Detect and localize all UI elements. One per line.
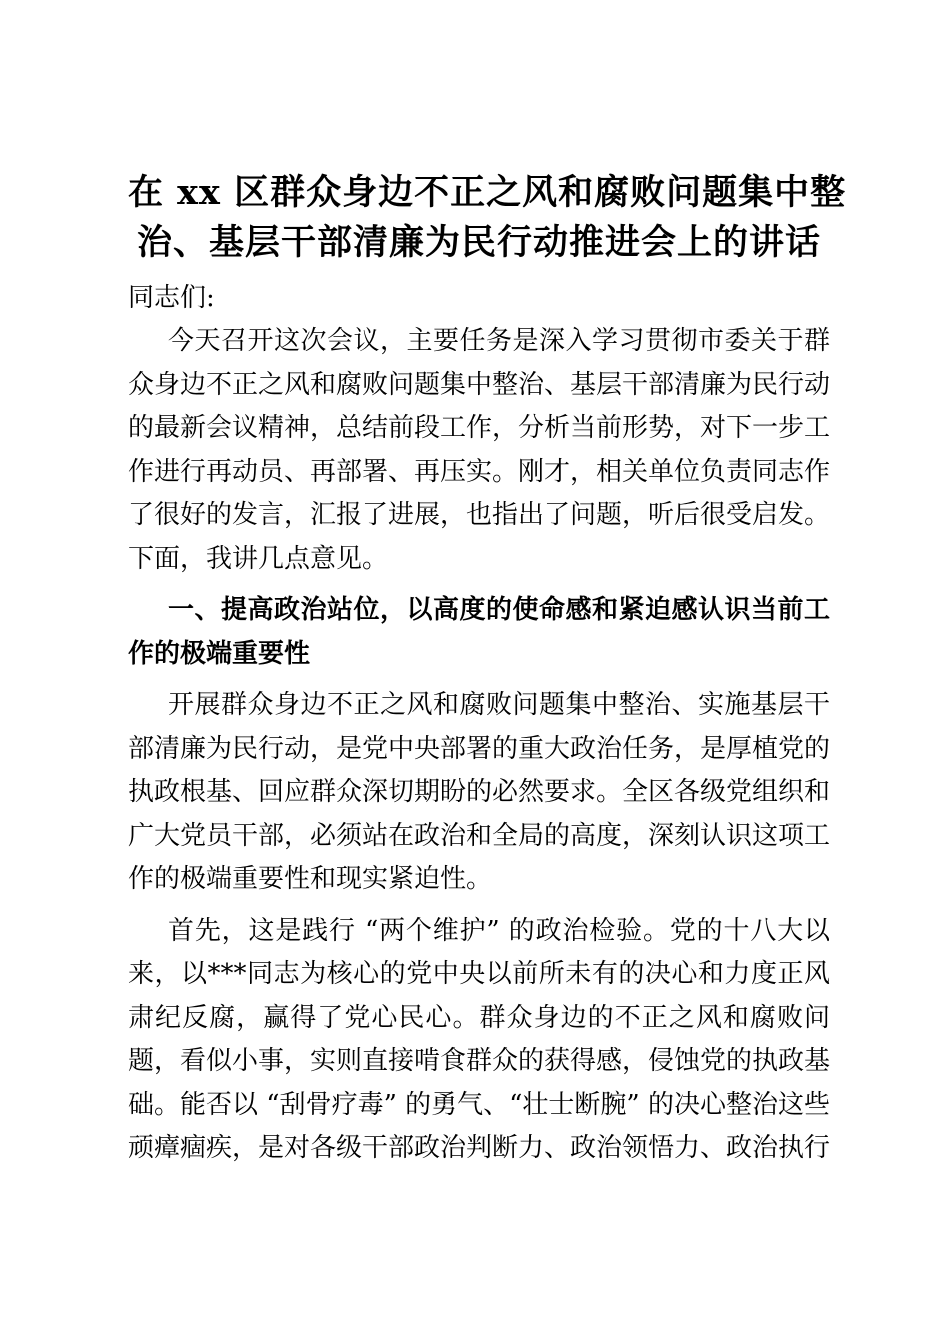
document-title: [128, 168, 847, 268]
document-page: [128, 168, 847, 1179]
paragraph-significance: 开展群众身边不正之风和腐败问题集中整治、实施基层干部清廉为民行动，是党中央部署的重大政治任务，是厚植党的执政根基、回应群众深切期盼的必然要求。全区各级党组织和广大党员干部，必须站在政治和全局的高度，深刻认识这项工作的极端重要性和现实紧迫性。: [128, 690, 831, 894]
paragraph-intro: 今天召开这次会议，主要任务是深入学习贯彻市委关于群众身边不正之风和腐败问题集中整治、基层干部清廉为民行动的最新会议精神，总结前段工作，分析当前形势，对下一步工作进行再动员、再部署、再压实。刚才，相关单位负责同志作了很好的发言，汇报了进展，也指出了问题，听后很受启发。下面，我讲几点意见。: [128, 326, 831, 574]
section-heading-1: 一、提高政治站位，以高度的使命感和紧迫感认识当前工作的极端重要性: [128, 595, 830, 669]
paragraph-first-point: 首先，这是践行 “两个维护” 的政治检验。党的十八大以来，以***同志为核心的党中央以前所未有的决心和力度正风肃纪反腐，赢得了党心民心。群众身边的不正之风和腐败问题，看似小事，实则直接啃食群众的获得感，侵蚀党的执政基础。能否以 “刮骨疗毒” 的勇气、“壮士断腕” 的决心整治这些顽瘴痼疾，是对各级干部政治判断力、政治领悟力、政治执行: [128, 915, 831, 1163]
title-line-2: 治、基层干部清廉为民行动推进会上的讲话: [136, 222, 821, 263]
salutation: 同志们:: [128, 283, 215, 313]
title-line-1: 在 xx 区群众身边不正之风和腐败问题集中整: [128, 172, 847, 213]
